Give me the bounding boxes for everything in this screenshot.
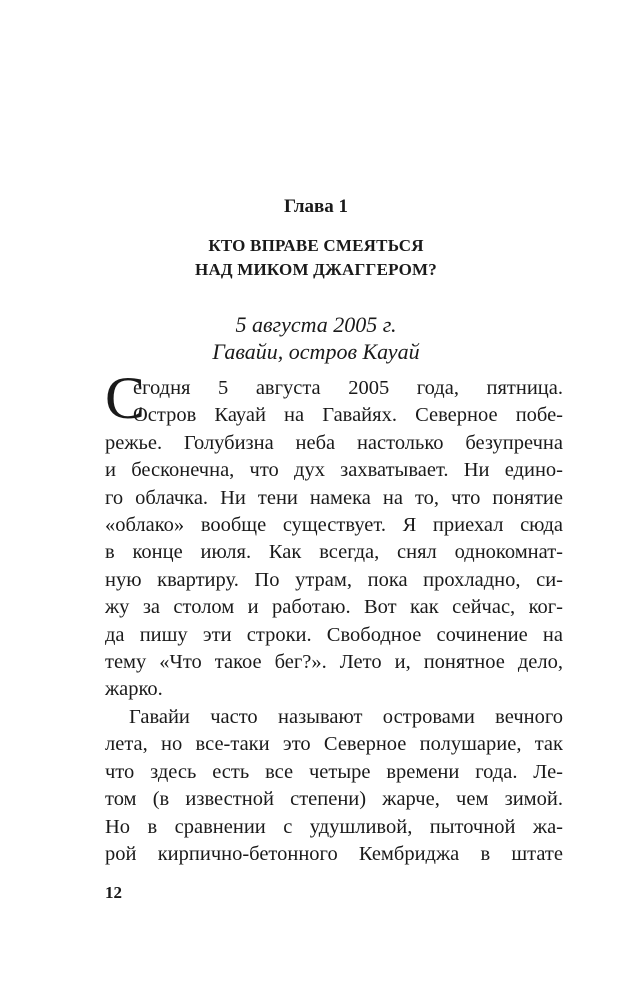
text-line: рой кирпично-бетонного Кембриджа в штате — [105, 842, 563, 865]
text-line: тему «Что такое бег?». Лето и, понятное дело, — [105, 651, 563, 674]
text-line: ную квартиру. По утрам, пока прохладно, си- — [105, 568, 563, 591]
chapter-title-line: НАД МИКОМ ДЖАГГЕРОМ? — [195, 260, 437, 279]
text-line: «облако» вообще существует. Я приехал сюда — [105, 514, 563, 537]
text-line: жарко. — [105, 678, 163, 701]
dateline-date: 5 августа 2005 г. — [235, 312, 397, 337]
text-line: Но в сравнении с удушливой, пыточной жа- — [105, 815, 563, 838]
text-line: в конце июля. Как всегда, снял однокомнат- — [105, 541, 563, 564]
text-line: и бесконечна, что дух захватывает. Ни едино- — [105, 459, 563, 482]
page-number: 12 — [105, 883, 122, 902]
paragraph-1-dropcap-lines — [105, 375, 563, 430]
chapter-title — [0, 234, 632, 282]
chapter-title-line: КТО ВПРАВЕ СМЕЯТЬСЯ — [208, 236, 424, 255]
text-line: да пишу эти строки. Свободное сочинение на — [105, 623, 563, 646]
text-line: том (в известной степени) жарче, чем зимой. — [105, 788, 563, 811]
text-line: режье. Голубизна неба настолько безупречна — [105, 431, 563, 454]
drop-cap: С — [105, 365, 146, 431]
text-line: что здесь есть все четыре времени года. Ле- — [105, 760, 563, 783]
dateline-place: Гавайи, остров Кауай — [212, 339, 420, 364]
text-line: егодня 5 августа 2005 года, пятница. — [133, 377, 563, 399]
text-line: жу за столом и работаю. Вот как сейчас, ког- — [105, 596, 563, 619]
chapter-label: Глава 1 — [283, 196, 349, 217]
text-line: Гавайи часто называют островами вечного — [129, 705, 563, 728]
text-line: го облачка. Ни тени намека на то, что понятие — [105, 486, 563, 509]
body-text — [105, 375, 563, 868]
dateline — [0, 311, 632, 365]
text-line: лета, но все-таки это Северное полушарие, так — [105, 733, 563, 756]
text-line: Остров Кауай на Гавайях. Северное побе- — [133, 404, 563, 427]
